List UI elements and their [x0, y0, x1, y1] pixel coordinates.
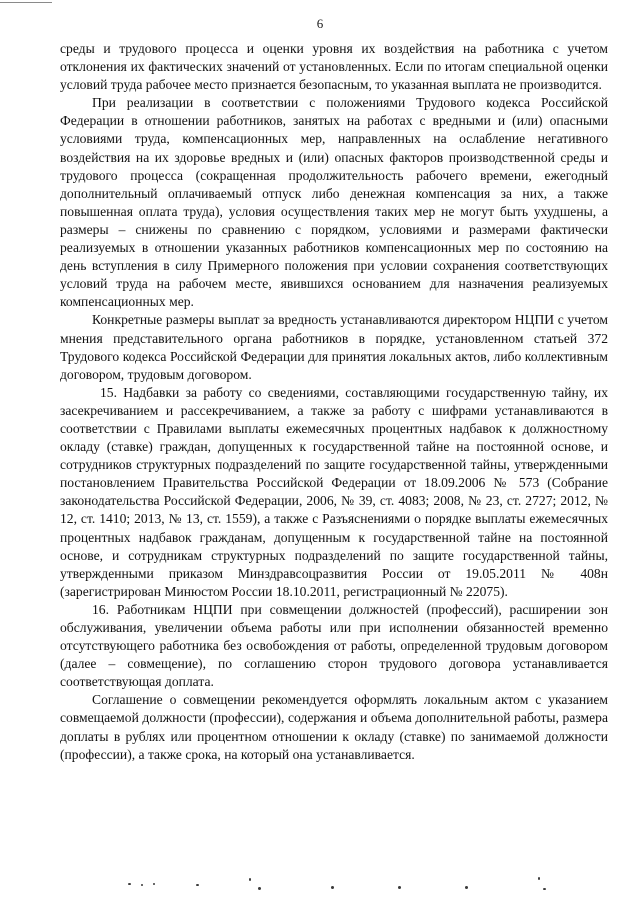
scan-speck	[258, 887, 261, 890]
scan-speck	[538, 877, 540, 880]
scan-edge-line	[0, 2, 52, 3]
scan-speck	[196, 884, 199, 886]
scan-speck	[141, 884, 143, 886]
paragraph-combination-agreement: Соглашение о совмещении рекомендуется оформлять локальным актом с указанием совмещаемой должности (профессии), содержания и объема дополнительной работы, размера доплаты в рублях или процентном отношении к окладу (ставке) по занимаемой должности (профессии), а также срока, на который она устанавливается.	[60, 692, 608, 762]
scan-speck	[543, 888, 546, 890]
paragraph-hazard-payment-sizes: Конкретные размеры выплат за вредность устанавливаются директором НЦПИ с учетом мнения представительного органа работников в порядке, установленном статьей 372 Трудового кодекса Российской Федерации для принятия локальных актов, либо коллективным договором, трудовым договором.	[60, 312, 608, 382]
scan-speck	[153, 883, 155, 885]
page-number: 6	[316, 16, 324, 31]
scan-specks	[0, 876, 640, 896]
paragraph-item-15: 15. Надбавки за работу со сведениями, составляющими государственную тайну, их засекречиванием и рассекречиванием, а также за работу с шифрами устанавливаются в соответствии с Правилами выплаты ежемесячных процентных надбавок к должностному окладу (ставке) граждан, допущенных к государственной тайне на постоянной основе, и сотрудников структурных подразделений по защите государственной тайны, утвержденными постановлением Правительства Российской Федерации от 18.09.2006 № 573 (Собрание законодательства Российской Федерации, 2006, № 39, ст. 4083; 2008, № 23, ст. 2727; 2012, № 12, ст. 1410; 2013, № 13, ст. 1559), а также с Разъяснениями о порядке выплаты ежемесячных процентных надбавок гражданам, допущенным к государственной тайне на постоянной основе, и сотрудникам структурных подразделений по защите государственной тайны, утвержденными приказом Минздравсоцразвития России от 19.05.2011 № 408н (зарегистрирован Минюстом России 18.10.2011, регистрационный № 22075).	[60, 384, 608, 599]
scan-speck	[331, 886, 334, 889]
scan-speck	[249, 878, 251, 881]
paragraph-compensation-measures: При реализации в соответствии с положениями Трудового кодекса Российской Федерации в отношении работников, занятых на работах с вредными и (или) опасными условиями труда, компенсационных мер, направленных на ослабление негативного воздействия на их здоровье вредных и (или) опасных факторов производственной среды и трудового процесса (сокращенная продолжительность рабочего времени, ежегодный дополнительный оплачиваемый отпуск либо денежная компенсация за них, а также повышенная оплата труда), условия осуществления таких мер не могут быть ухудшены, а размеры – снижены по сравнению с порядком, условиями и размерами фактически реализуемых в отношении указанных работников компенсационных мер по состоянию на день вступления в силу Примерного положения при условии сохранения соответствующих условий труда на рабочем месте, явившихся основанием для назначения реализуемых компенсационных мер.	[60, 95, 608, 310]
scan-speck	[465, 886, 468, 889]
scan-speck	[398, 886, 401, 889]
paragraph-continuation: среды и трудового процесса и оценки уровня их воздействия на работника с учетом отклонения их фактических значений от установленных. Если по итогам специальной оценки условий труда рабочее место признается безопасным, то указанная выплата не производится.	[60, 41, 608, 93]
scan-speck	[128, 883, 131, 885]
document-body	[60, 40, 608, 764]
paragraph-item-16: 16. Работникам НЦПИ при совмещении должностей (профессий), расширении зон обслуживания, увеличении объема работы или при исполнении обязанностей временно отсутствующего работника без освобождения от работы, определенной трудовым договором (далее – совмещение), по соглашению сторон трудового договора устанавливается соответствующая доплата.	[60, 601, 608, 690]
